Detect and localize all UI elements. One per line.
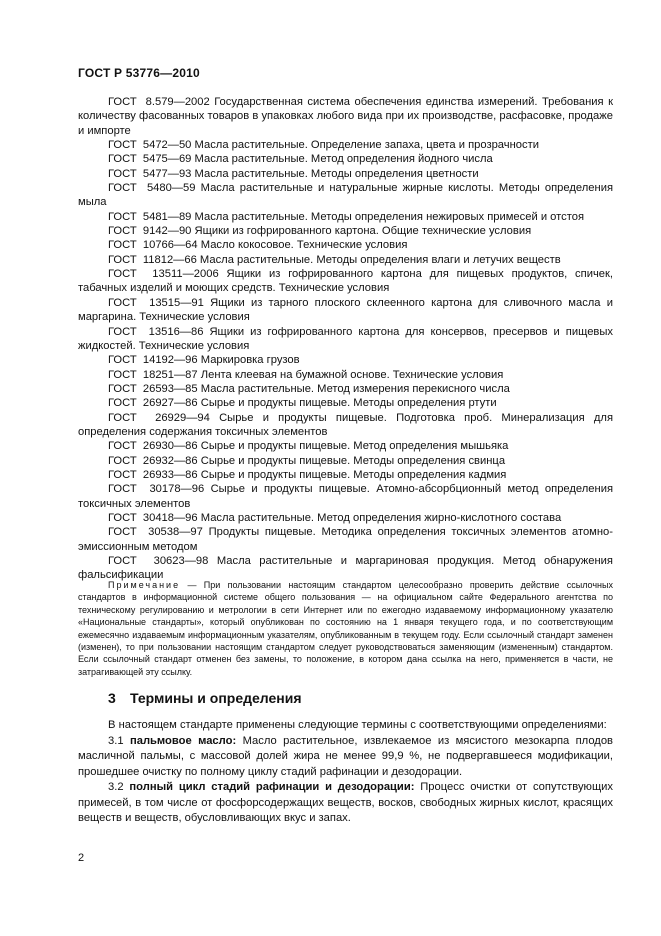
reference-item [78, 468, 613, 482]
term-definition: Процесс очистки от сопутствующих примесей, в том числе от фосфорсодержащих веществ, восков, свободных жирных кислот, красящих веществ и веществ, обусловливающих вкус и запах. [78, 781, 613, 824]
reference-code: ГОСТ 26929—94 [108, 411, 210, 424]
reference-title: Сырье и продукты пищевые. Методы определения кадмия [200, 468, 507, 481]
reference-code: ГОСТ 9142—90 [108, 225, 192, 238]
term-entry [78, 780, 613, 827]
reference-item [78, 167, 613, 181]
reference-code: ГОСТ 18251—87 [108, 368, 198, 381]
reference-code: ГОСТ 30538—97 [108, 526, 203, 539]
note-text: — При пользовании настоящим стандартом целесообразно проверить действие ссылочных стандартов в информационной системе общего пользования — на официальном сайте Федерального агентства по техническому регулированию и метрологии в сети Интернет или по ежегодно издаваемому информационному указателю «Национальные стандарты», который опубликован по состоянию на 1 января текущего года, и по соответствующим ежемесячно издаваемым информационным указателям, опубликованным в текущем году. Если ссылочный стандарт заменен (изменен), то при пользовании настоящим стандартом следует руководствоваться заменяющим (измененным) стандартом. Если ссылочный стандарт отменен без замены, то положение, в котором дана ссылка на него, применяется в части, не затрагивающей эту ссылку. [78, 580, 613, 677]
term-number: 3.1 [108, 734, 124, 747]
reference-title: Сырье и продукты пищевые. Атомно-абсорбционный метод определения токсичных элементов [78, 483, 613, 510]
term-definition: Масло растительное, извлекаемое из мясистого мезокарпа плодов масличной пальмы, с массовой долей жира не менее 99,9 %, не подвергавшееся модификации, прошедшее очистку по полному циклу стадий рафинации и дезодорации. [78, 734, 614, 778]
reference-code: ГОСТ 5472—50 [108, 139, 192, 152]
reference-item [78, 411, 613, 440]
reference-code: ГОСТ 5475—69 [108, 153, 192, 166]
reference-code: ГОСТ 26593—85 [108, 382, 198, 395]
section-number: 3 [108, 690, 116, 706]
term-name: пальмовое масло: [129, 734, 237, 747]
reference-title: Сырье и продукты пищевые. Метод определения мышьяка [200, 440, 509, 453]
reference-title: Масла растительные. Метод определения йодного числа [194, 153, 493, 166]
reference-item [78, 439, 613, 453]
reference-item [78, 253, 613, 267]
term-entry [78, 734, 613, 781]
term-number: 3.2 [108, 781, 124, 793]
reference-code: ГОСТ 13511—2006 [108, 268, 219, 281]
reference-title: Сырье и продукты пищевые. Методы определения ртути [200, 397, 497, 410]
reference-code: ГОСТ 5481—89 [108, 210, 192, 223]
reference-item [78, 454, 613, 468]
reference-title: Масло кокосовое. Технические условия [200, 239, 408, 252]
reference-code: ГОСТ 26933—86 [108, 468, 198, 481]
reference-item [78, 325, 613, 354]
reference-item [78, 210, 613, 224]
reference-title: Сырье и продукты пищевые. Методы определения свинца [200, 454, 506, 467]
section-title: Термины и определения [130, 690, 302, 706]
reference-item [78, 238, 613, 252]
term-name: полный цикл стадий рафинации и дезодорации: [129, 781, 415, 793]
reference-code: ГОСТ 30418—96 [108, 511, 198, 524]
reference-title: Масла растительные. Методы определения нежировых примесей и отстоя [194, 210, 585, 223]
reference-code: ГОСТ 13515—91 [108, 296, 204, 309]
page-number: 2 [78, 852, 85, 864]
reference-item [78, 482, 613, 511]
terms-intro: В настоящем стандарте применены следующие термины с соответствующими определениями: [108, 719, 607, 731]
reference-item [78, 353, 613, 367]
reference-title: Маркировка грузов [200, 354, 300, 367]
reference-code: ГОСТ 30178—96 [108, 483, 205, 496]
reference-item [78, 95, 613, 138]
reference-title: Продукты пищевые. Методика определения токсичных элементов атомно-эмиссионным методом [78, 526, 614, 553]
reference-code: ГОСТ 26930—86 [108, 440, 198, 453]
note-label: Примечание [108, 580, 181, 590]
reference-code: ГОСТ 14192—96 [108, 354, 198, 367]
reference-title: Масла растительные и маргариновая продукция. Метод обнаружения фальсификации [78, 555, 613, 582]
reference-title: Сырье и продукты пищевые. Подготовка проб. Минерализация для определения содержания токсичных элементов [78, 411, 613, 438]
reference-code: ГОСТ 8.579—2002 [108, 96, 210, 108]
note-paragraph [78, 579, 613, 678]
reference-title: Масла растительные. Методы определения влаги и летучих веществ [199, 253, 561, 266]
reference-code: ГОСТ 26932—86 [108, 454, 198, 467]
reference-title: Масла растительные. Метод определения жирно-кислотного состава [200, 511, 562, 524]
reference-item [78, 296, 613, 325]
section-heading [108, 690, 302, 706]
reference-title: Масла растительные и натуральные жирные кислоты. Методы определения мыла [78, 182, 613, 209]
reference-item [78, 382, 613, 396]
reference-item [78, 152, 613, 166]
reference-item [78, 525, 613, 554]
reference-title: Масла растительные. Методы определения цветности [194, 167, 479, 180]
reference-title: Лента клеевая на бумажной основе. Технические условия [200, 368, 504, 381]
reference-title: Государственная система обеспечения единства измерений. Требования к количеству фасованных товаров в упаковках любого вида при их производстве, расфасовке, продаже и импорте [78, 96, 614, 137]
reference-title: Ящики из гофрированного картона. Общие технические условия [194, 225, 532, 238]
reference-item [78, 138, 613, 152]
reference-code: ГОСТ 5477—93 [108, 167, 192, 180]
reference-title: Ящики из гофрированного картона для пищевых продуктов, спичек, табачных изделий и моющих средств. Технические условия [78, 268, 614, 295]
reference-code: ГОСТ 26927—86 [108, 397, 198, 410]
reference-item [78, 368, 613, 382]
reference-code: ГОСТ 11812—66 [108, 253, 197, 266]
reference-code: ГОСТ 30623—98 [108, 555, 209, 567]
reference-item [78, 511, 613, 525]
reference-title: Масла растительные. Определение запаха, цвета и прозрачности [194, 139, 539, 152]
reference-title: Ящики из тарного плоского склеенного картона для сливочного масла и маргарина. Технические условия [78, 296, 613, 324]
reference-code: ГОСТ 5480—59 [108, 182, 196, 195]
reference-title: Ящики из гофрированного картона для консервов, пресервов и пищевых жидкостей. Технические условия [78, 325, 613, 352]
normative-references-list [78, 95, 613, 583]
reference-item [78, 224, 613, 238]
reference-code: ГОСТ 10766—64 [108, 239, 198, 252]
document-header: ГОСТ Р 53776—2010 [78, 66, 200, 80]
reference-item [78, 181, 613, 210]
terms-block [78, 718, 613, 827]
reference-item [78, 396, 613, 410]
reference-code: ГОСТ 13516—86 [108, 325, 204, 338]
reference-item [78, 267, 613, 296]
reference-title: Масла растительные. Метод измерения перекисного числа [200, 382, 510, 395]
